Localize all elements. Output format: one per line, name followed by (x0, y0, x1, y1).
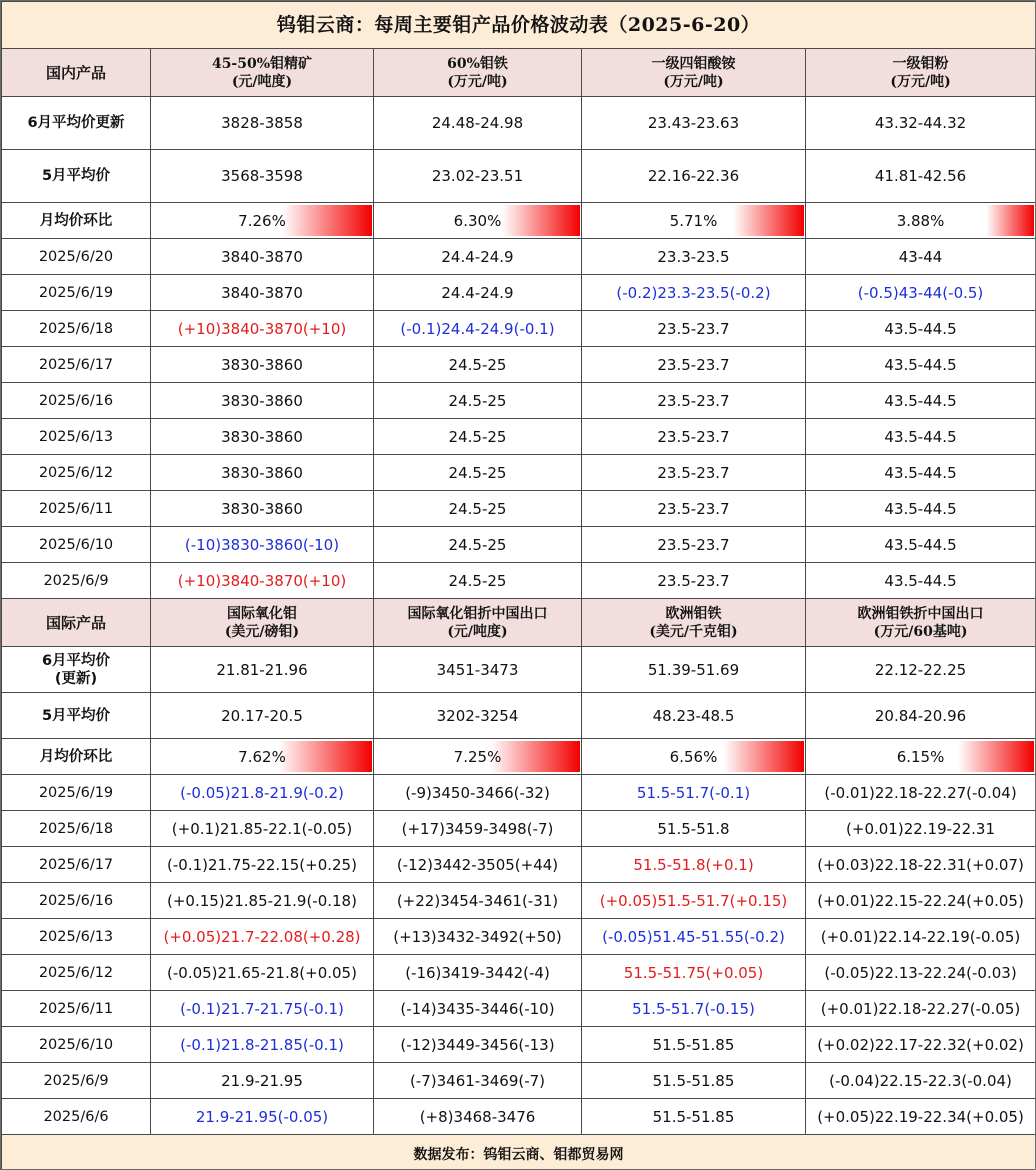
row-date: 2025/6/13 (2, 919, 151, 955)
price-cell: 24.5-25 (374, 347, 582, 383)
cell-value: 22.12-22.25 (806, 647, 1036, 693)
price-cell: 23.5-23.7 (582, 347, 806, 383)
domestic-may-avg-row (2, 150, 1036, 203)
table-row (2, 991, 1036, 1027)
row-date: 2025/6/9 (2, 563, 151, 599)
price-cell: 43-44 (806, 239, 1036, 275)
mom-value: 5.71% (669, 211, 718, 230)
table-row (2, 527, 1036, 563)
price-cell: (+10)3840-3870(+10) (151, 311, 374, 347)
international-header-col (806, 599, 1036, 647)
price-cell: 3840-3870 (151, 239, 374, 275)
cell-value: 22.16-22.36 (582, 150, 806, 203)
price-cell: 43.5-44.5 (806, 311, 1036, 347)
mom-value: 7.62% (238, 747, 286, 766)
price-cell: 21.9-21.95(-0.05) (151, 1099, 374, 1135)
price-cell: 51.5-51.75(+0.05) (582, 955, 806, 991)
price-cell: (+0.02)22.17-22.32(+0.02) (806, 1027, 1036, 1063)
header-line2: (美元/千克钼) (649, 623, 738, 640)
cell-value: 23.02-23.51 (374, 150, 582, 203)
price-cell: 23.5-23.7 (582, 383, 806, 419)
header-line1: 60%钼铁 (447, 55, 508, 72)
price-cell: (-0.1)21.7-21.75(-0.1) (151, 991, 374, 1027)
header-line1: 国际氧化钼 (227, 605, 297, 622)
cell-value: 43.32-44.32 (806, 97, 1036, 150)
price-cell: (-9)3450-3466(-32) (374, 775, 582, 811)
cell-value: 20.84-20.96 (806, 693, 1036, 739)
price-cell: (+0.05)21.7-22.08(+0.28) (151, 919, 374, 955)
price-cell: 43.5-44.5 (806, 491, 1036, 527)
row-label-line1: 6月平均价 (41, 652, 111, 669)
cell-value: 48.23-48.5 (582, 693, 806, 739)
table-row (2, 563, 1036, 599)
row-date: 2025/6/19 (2, 275, 151, 311)
price-cell: 23.5-23.7 (582, 563, 806, 599)
table-row (2, 955, 1036, 991)
table-row (2, 239, 1036, 275)
mom-data-bar (490, 741, 580, 772)
row-date: 2025/6/18 (2, 311, 151, 347)
row-date: 2025/6/11 (2, 991, 151, 1027)
mom-bar-cell (151, 739, 374, 775)
cell-value: 3202-3254 (374, 693, 582, 739)
price-cell: (-7)3461-3469(-7) (374, 1063, 582, 1099)
table-row (2, 275, 1036, 311)
table-body (2, 2, 1036, 1170)
price-cell: (+17)3459-3498(-7) (374, 811, 582, 847)
row-date: 2025/6/18 (2, 811, 151, 847)
row-label: 5月平均价 (2, 150, 151, 203)
cell-value: 3828-3858 (151, 97, 374, 150)
price-cell: 43.5-44.5 (806, 383, 1036, 419)
domestic-header-label: 国内产品 (2, 49, 151, 97)
row-date: 2025/6/6 (2, 1099, 151, 1135)
price-cell: 51.5-51.85 (582, 1027, 806, 1063)
price-cell: (-14)3435-3446(-10) (374, 991, 582, 1027)
header-line2: (万元/60基吨) (873, 623, 968, 640)
price-cell: (+0.01)22.19-22.31 (806, 811, 1036, 847)
international-header-row (2, 599, 1036, 647)
price-cell: (+10)3840-3870(+10) (151, 563, 374, 599)
domestic-header-col (151, 49, 374, 97)
header-line2: (元/吨度) (231, 73, 293, 90)
international-header-label: 国际产品 (2, 599, 151, 647)
price-cell: (+0.05)51.5-51.7(+0.15) (582, 883, 806, 919)
price-cell: (-12)3442-3505(+44) (374, 847, 582, 883)
price-cell: 43.5-44.5 (806, 455, 1036, 491)
mom-data-bar (502, 205, 580, 236)
domestic-mom-row (2, 203, 1036, 239)
price-cell: 3830-3860 (151, 491, 374, 527)
row-date: 2025/6/16 (2, 883, 151, 919)
row-date: 2025/6/12 (2, 955, 151, 991)
price-cell: 24.5-25 (374, 455, 582, 491)
price-cell: 23.3-23.5 (582, 239, 806, 275)
molybdenum-price-table (1, 1, 1036, 1170)
price-cell: (-0.05)21.8-21.9(-0.2) (151, 775, 374, 811)
price-cell: (-10)3830-3860(-10) (151, 527, 374, 563)
mom-bar-cell (582, 739, 806, 775)
price-cell: 3830-3860 (151, 347, 374, 383)
price-cell: 43.5-44.5 (806, 347, 1036, 383)
price-cell: 24.4-24.9 (374, 275, 582, 311)
mom-data-bar (723, 741, 804, 772)
price-cell: (-0.05)21.65-21.8(+0.05) (151, 955, 374, 991)
mom-bar-cell (374, 203, 582, 239)
mom-bar-cell (151, 203, 374, 239)
mom-bar-cell (374, 739, 582, 775)
mom-data-bar (986, 205, 1034, 236)
price-cell: 23.5-23.7 (582, 527, 806, 563)
header-line2: (美元/磅钼) (224, 623, 300, 640)
international-mom-row (2, 739, 1036, 775)
row-date: 2025/6/20 (2, 239, 151, 275)
cell-value: 24.48-24.98 (374, 97, 582, 150)
header-line1: 国际氧化钼折中国出口 (407, 605, 548, 622)
row-date: 2025/6/10 (2, 1027, 151, 1063)
cell-value: 41.81-42.56 (806, 150, 1036, 203)
table-row (2, 1027, 1036, 1063)
mom-value: 6.30% (453, 211, 502, 230)
row-date: 2025/6/9 (2, 1063, 151, 1099)
price-cell: 51.5-51.85 (582, 1063, 806, 1099)
price-cell: 51.5-51.7(-0.15) (582, 991, 806, 1027)
row-date: 2025/6/11 (2, 491, 151, 527)
row-date: 2025/6/12 (2, 455, 151, 491)
footer-row (2, 1135, 1036, 1170)
header-line2: (万元/吨) (890, 73, 951, 90)
header-line2: (万元/吨) (447, 73, 508, 90)
price-cell: (-0.1)24.4-24.9(-0.1) (374, 311, 582, 347)
price-cell: 24.5-25 (374, 491, 582, 527)
international-header-col (151, 599, 374, 647)
price-cell: (+0.15)21.85-21.9(-0.18) (151, 883, 374, 919)
price-cell: 24.5-25 (374, 383, 582, 419)
cell-value: 20.17-20.5 (151, 693, 374, 739)
international-header-col (582, 599, 806, 647)
header-line1: 欧洲钼铁折中国出口 (857, 605, 984, 622)
table-row (2, 811, 1036, 847)
price-cell: 51.5-51.8 (582, 811, 806, 847)
header-line2: (元/吨度) (447, 623, 508, 640)
price-cell: (+0.05)22.19-22.34(+0.05) (806, 1099, 1036, 1135)
table-row (2, 491, 1036, 527)
price-cell: (+0.03)22.18-22.31(+0.07) (806, 847, 1036, 883)
price-cell: (+0.01)22.18-22.27(-0.05) (806, 991, 1036, 1027)
row-date: 2025/6/17 (2, 847, 151, 883)
price-cell: 51.5-51.8(+0.1) (582, 847, 806, 883)
price-cell: 3830-3860 (151, 419, 374, 455)
price-cell: (-0.5)43-44(-0.5) (806, 275, 1036, 311)
cell-value: 23.43-23.63 (582, 97, 806, 150)
price-cell: 23.5-23.7 (582, 455, 806, 491)
mom-value: 3.88% (896, 211, 945, 230)
row-label: 6月平均价更新 (2, 97, 151, 150)
domestic-header-row (2, 49, 1036, 97)
table-row (2, 311, 1036, 347)
mom-bar-cell (806, 203, 1036, 239)
international-june-avg-row (2, 647, 1036, 693)
price-cell: 43.5-44.5 (806, 527, 1036, 563)
row-label: 月均价环比 (2, 739, 151, 775)
table-row (2, 919, 1036, 955)
row-label: 月均价环比 (2, 203, 151, 239)
price-cell: (+22)3454-3461(-31) (374, 883, 582, 919)
row-date: 2025/6/17 (2, 347, 151, 383)
price-cell: (-12)3449-3456(-13) (374, 1027, 582, 1063)
price-cell: (-0.01)22.18-22.27(-0.04) (806, 775, 1036, 811)
table-row (2, 1099, 1036, 1135)
price-cell: 3840-3870 (151, 275, 374, 311)
price-cell: (-0.04)22.15-22.3(-0.04) (806, 1063, 1036, 1099)
international-may-avg-row (2, 693, 1036, 739)
header-line1: 欧洲钼铁 (665, 605, 722, 622)
mom-data-bar (733, 205, 804, 236)
domestic-header-col (374, 49, 582, 97)
price-cell: (-0.1)21.75-22.15(+0.25) (151, 847, 374, 883)
domestic-june-avg-row (2, 97, 1036, 150)
row-date: 2025/6/10 (2, 527, 151, 563)
price-cell: (+0.01)22.14-22.19(-0.05) (806, 919, 1036, 955)
price-cell: 24.5-25 (374, 563, 582, 599)
price-cell: (-0.1)21.8-21.85(-0.1) (151, 1027, 374, 1063)
footer-source: 数据发布：钨钼云商、钼都贸易网 (2, 1135, 1036, 1170)
price-cell: 23.5-23.7 (582, 491, 806, 527)
international-header-col (374, 599, 582, 647)
mom-data-bar (278, 741, 372, 772)
price-cell: (+13)3432-3492(+50) (374, 919, 582, 955)
table-row (2, 455, 1036, 491)
mom-value: 7.25% (453, 747, 502, 766)
table-row (2, 775, 1036, 811)
price-cell: (+0.1)21.85-22.1(-0.05) (151, 811, 374, 847)
price-cell: 3830-3860 (151, 455, 374, 491)
row-date: 2025/6/19 (2, 775, 151, 811)
price-cell: 43.5-44.5 (806, 563, 1036, 599)
price-cell: 24.4-24.9 (374, 239, 582, 275)
cell-value: 3568-3598 (151, 150, 374, 203)
header-line1: 45-50%钼精矿 (211, 55, 313, 72)
table-row (2, 383, 1036, 419)
price-cell: (-0.05)22.13-22.24(-0.03) (806, 955, 1036, 991)
price-cell: 23.5-23.7 (582, 311, 806, 347)
price-cell: 24.5-25 (374, 419, 582, 455)
table-title: 钨钼云商：每周主要钼产品价格波动表（2025-6-20） (2, 2, 1036, 49)
title-row (2, 2, 1036, 49)
table-row (2, 419, 1036, 455)
price-cell: 21.9-21.95 (151, 1063, 374, 1099)
mom-value: 7.26% (238, 211, 286, 230)
table-row (2, 347, 1036, 383)
price-cell: 51.5-51.7(-0.1) (582, 775, 806, 811)
header-line2: (万元/吨) (663, 73, 724, 90)
price-cell: 23.5-23.7 (582, 419, 806, 455)
price-cell: (+8)3468-3476 (374, 1099, 582, 1135)
price-cell: 24.5-25 (374, 527, 582, 563)
row-date: 2025/6/13 (2, 419, 151, 455)
price-cell: (+0.01)22.15-22.24(+0.05) (806, 883, 1036, 919)
domestic-header-col (806, 49, 1036, 97)
table-row (2, 883, 1036, 919)
mom-value: 6.56% (669, 747, 718, 766)
mom-value: 6.15% (896, 747, 945, 766)
mom-data-bar (282, 205, 372, 236)
cell-value: 3451-3473 (374, 647, 582, 693)
row-date: 2025/6/16 (2, 383, 151, 419)
mom-bar-cell (806, 739, 1036, 775)
table-row (2, 1063, 1036, 1099)
price-cell: (-16)3419-3442(-4) (374, 955, 582, 991)
table-row (2, 847, 1036, 883)
domestic-header-col (582, 49, 806, 97)
mom-bar-cell (582, 203, 806, 239)
cell-value: 21.81-21.96 (151, 647, 374, 693)
price-cell: (-0.05)51.45-51.55(-0.2) (582, 919, 806, 955)
row-label-line2: (更新) (54, 670, 98, 687)
mom-data-bar (958, 741, 1034, 772)
row-label (2, 647, 151, 693)
price-cell: 43.5-44.5 (806, 419, 1036, 455)
header-line1: 一级四钼酸铵 (651, 55, 736, 72)
cell-value: 51.39-51.69 (582, 647, 806, 693)
price-cell: 51.5-51.85 (582, 1099, 806, 1135)
price-cell: 3830-3860 (151, 383, 374, 419)
row-label: 5月平均价 (2, 693, 151, 739)
header-line1: 一级钼粉 (892, 55, 949, 72)
price-cell: (-0.2)23.3-23.5(-0.2) (582, 275, 806, 311)
